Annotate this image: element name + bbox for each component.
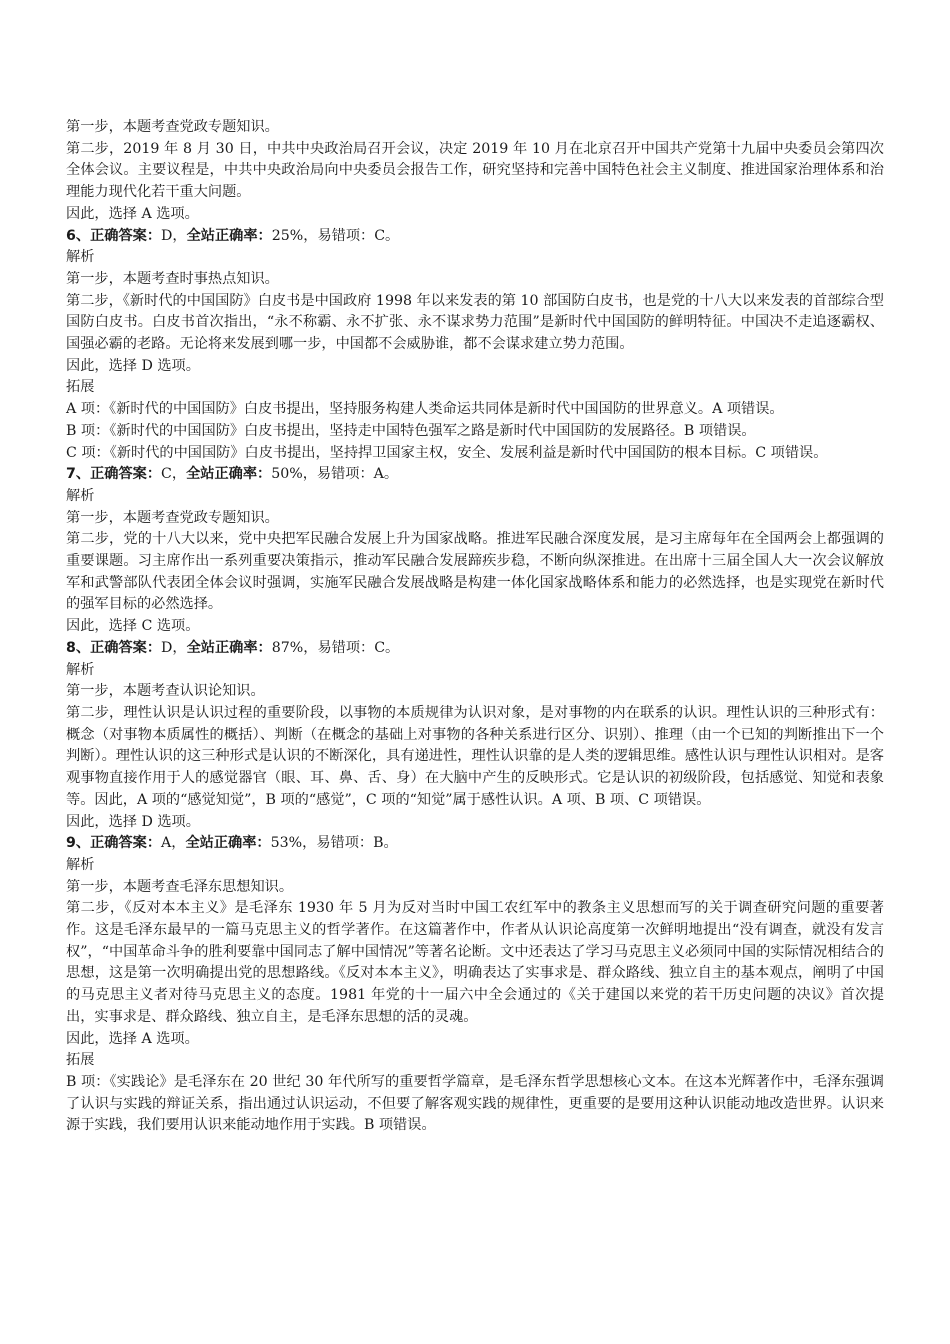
q9-rate-label: 全站正确率：: [185, 835, 271, 852]
q8-number: 8、: [66, 639, 91, 656]
q8-analysis-heading: 解析: [66, 661, 95, 678]
q5-step1: 第一步，本题考查党政专题知识。: [66, 119, 279, 135]
q5-conclusion: 因此，选择 A 选项。: [66, 205, 199, 222]
q6-rate-label: 全站正确率：: [186, 227, 272, 244]
q7-analysis-heading: 解析: [66, 487, 95, 504]
q6-extension-b: B 项：《新时代的中国国防》白皮书提出，坚持走中国特色强军之路是新时代中国国防的发展路径。B 项错误。: [66, 422, 756, 439]
q9-rate-value: 53%，易错项：B。: [270, 835, 398, 852]
q7-conclusion: 因此，选择 C 选项。: [66, 618, 200, 635]
q8-conclusion: 因此，选择 D 选项。: [66, 813, 200, 830]
q9-step1: 第一步，本题考查毛泽东思想知识。: [66, 878, 294, 895]
q6-conclusion: 因此，选择 D 选项。: [66, 357, 200, 374]
q9-answer-value: A，: [161, 835, 186, 852]
q8-rate-label: 全站正确率：: [186, 639, 272, 656]
q9-analysis-heading: 解析: [66, 856, 95, 873]
q6-number: 6、: [66, 227, 91, 244]
q6-rate-value: 25%，易错项：C。: [271, 227, 400, 244]
q8-step1: 第一步，本题考查认识论知识。: [66, 683, 265, 700]
q9-number: 9、: [66, 835, 91, 852]
q7-step1: 第一步，本题考查党政专题知识。: [66, 509, 279, 526]
q8-answer-label: 正确答案：: [90, 639, 162, 656]
q9-step2: 第二步，《反对本本主义》是毛泽东 1930 年 5 月为反对当时中国工农红军中的教条主义思想而写的关于调查研究问题的重要著作。这是毛泽东最早的一篇马克思主义的哲学著作。在这篇著作中，作者从认识论高度第一次鲜明地提出“没有调查，就没有发言权”，“中国革命斗争的胜利要靠中国同志了解中国情况”等著名论断。文中还表达了学习马克思主义必须同中国的实际情况相结合的思想，这是第一次明确提出党的思想路线。《反对本本主义》，明确表达了实事求是、群众路线、独立自主的基本观点，阐明了中国的马克思主义者对待马克思主义的态度。1981 年党的十一届六中全会通过的《关于建国以来党的若干历史问题的决议》首次提出，实事求是、群众路线、独立自主，是毛泽东思想的活的灵魂。: [66, 900, 884, 1025]
q6-extension-a: A 项：《新时代的中国国防》白皮书提出，坚持服务构建人类命运共同体是新时代中国国防的世界意义。A 项错误。: [66, 401, 784, 418]
q6-step2: 第二步，《新时代的中国国防》白皮书是中国政府 1998 年以来发表的第 10 部国防白皮书，也是党的十八大以来发表的首部综合型国防白皮书。白皮书首次指出，“永不称霸、永不扩张、永不谋求势力范围”是新时代中国国防的鲜明特征。中国决不走追逐霸权、国强必霸的老路。无论将来发展到哪一步，中国都不会威胁谁，都不会谋求建立势力范围。: [66, 292, 884, 353]
q9-answer-line: [66, 833, 884, 855]
q6-extension-c: C 项：《新时代的中国国防》白皮书提出，坚持捍卫国家主权，安全、发展利益是新时代中国国防的根本目标。C 项错误。: [66, 444, 828, 461]
q5-step2: 第二步，2019 年 8 月 30 日，中共中央政治局召开会议，决定 2019 年 10 月在北京召开中国共产党第十九届中央委员会第四次全体会议。主要议程是，中共中央政治局向中央委员会报告工作，研究坚持和完善中国特色社会主义制度、推进国家治理体系和治理能力现代化若干重大问题。: [66, 140, 884, 201]
q9-extension-heading: 拓展: [66, 1052, 95, 1069]
q9-extension-b: B 项：《实践论》是毛泽东在 20 世纪 30 年代所写的重要哲学篇章，是毛泽东哲学思想核心文本。在这本光辉著作中，毛泽东强调了认识与实践的辩证关系，指出通过认识运动，不但要了解客观实践的规律性，更重要的是要用这种认识能动地改造世界。认识来源于实践，我们要用认识来能动地作用于实践。B 项错误。: [66, 1073, 884, 1134]
q8-rate-value: 87%，易错项：C。: [271, 639, 400, 656]
q8-answer-value: D，: [161, 639, 187, 656]
q8-step2: 第二步，理性认识是认识过程的重要阶段，以事物的本质规律为认识对象，是对事物的内在联系的认识。理性认识的三种形式有：概念（对事物本质属性的概括）、判断（在概念的基础上对事物的各种关系进行区分、识别）、推理（由一个已知的判断推出下一个判断）。理性认识的这三种形式是认识的不断深化，具有递进性，理性认识靠的是人类的逻辑思维。感性认识与理性认识相对。是客观事物直接作用于人的感觉器官（眼、耳、鼻、舌、身）在大脑中产生的反映形式。它是认识的初级阶段，包括感觉、知觉和表象等。因此，A 项的“感觉知觉”，B 项的“感觉”，C 项的“知觉”属于感性认识。A 项、B 项、C 项错误。: [66, 704, 884, 808]
q6-extension-heading: 拓展: [66, 379, 95, 396]
q7-number: 7、: [66, 466, 91, 483]
q6-answer-label: 正确答案：: [90, 227, 162, 244]
q7-rate-label: 全站正确率：: [186, 466, 272, 483]
q7-answer-line: [66, 464, 884, 486]
q6-answer-value: D，: [161, 227, 187, 244]
document-page: [66, 117, 884, 1137]
q8-answer-line: [66, 638, 884, 660]
q7-rate-value: 50%，易错项：A。: [271, 466, 399, 483]
q6-step1: 第一步，本题考查时事热点知识。: [66, 270, 279, 287]
q6-answer-line: [66, 226, 884, 248]
q7-answer-value: C，: [161, 466, 187, 483]
q9-conclusion: 因此，选择 A 选项。: [66, 1030, 199, 1047]
q7-step2: 第二步，党的十八大以来，党中央把军民融合发展上升为国家战略。推进军民融合深度发展，是习主席每年在全国两会上都强调的重要课题。习主席作出一系列重要决策指示，推动军民融合发展蹄疾步稳，不断向纵深推进。在出席十三届全国人大一次会议解放军和武警部队代表团全体会议时强调，实施军民融合发展战略是构建一体化国家战略体系和能力的必然选择，也是实现党在新时代的强军目标的必然选择。: [66, 531, 884, 613]
q9-answer-label: 正确答案：: [90, 835, 162, 852]
q7-answer-label: 正确答案：: [90, 466, 162, 483]
q6-analysis-heading: 解析: [66, 249, 95, 266]
